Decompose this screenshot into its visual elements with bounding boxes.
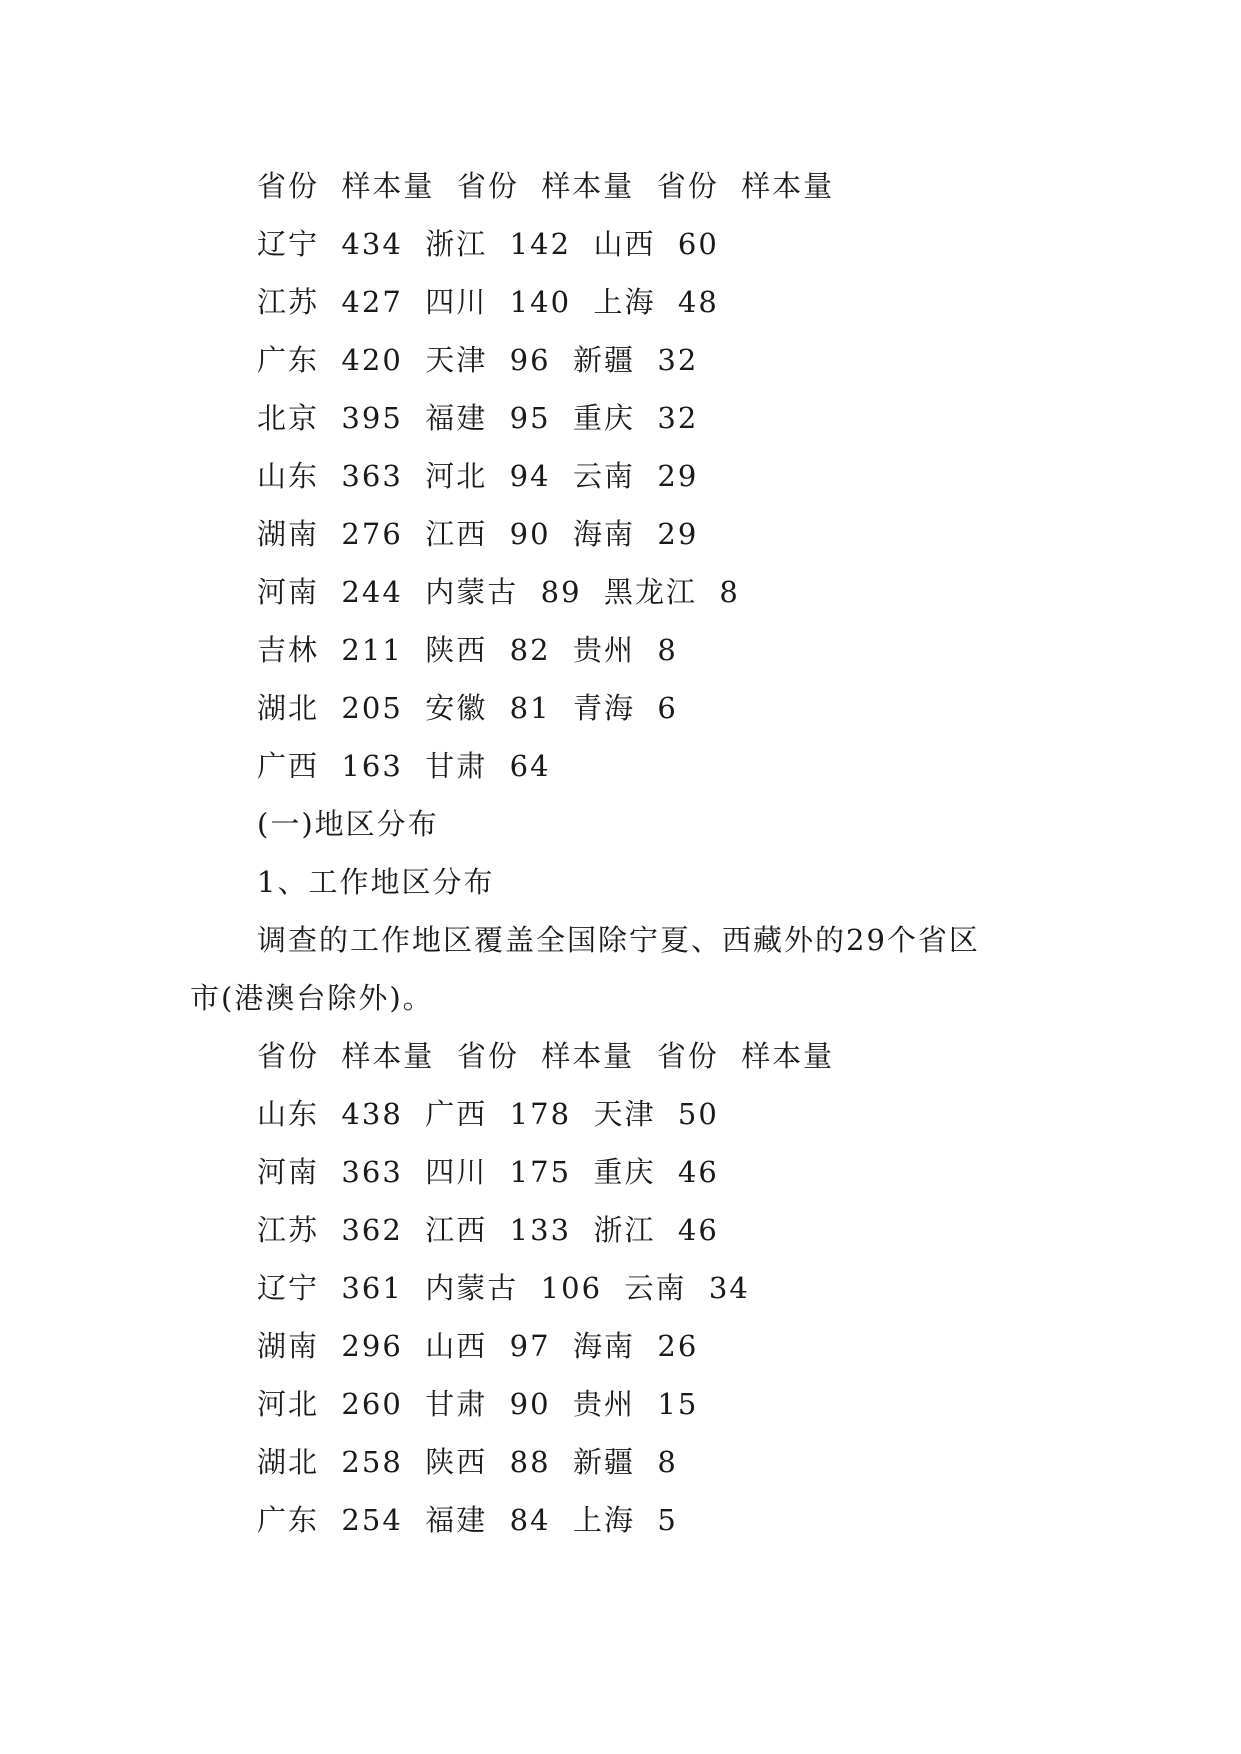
table1-row: 山东 363 河北 94 云南 29 [257,459,699,493]
table2-row: 辽宁 361 内蒙古 106 云南 34 [257,1271,750,1305]
table2-row: 山东 438 广西 178 天津 50 [257,1097,719,1131]
paragraph-line: 调查的工作地区覆盖全国除宁夏、西藏外的29个省区 [257,923,980,957]
table1-row: 湖南 276 江西 90 海南 29 [257,517,699,551]
table1-row: 辽宁 434 浙江 142 山西 60 [257,227,719,261]
table1-row: 吉林 211 陕西 82 贵州 8 [257,633,678,667]
table1-header: 省份 样本量 省份 样本量 省份 样本量 [257,169,835,203]
table1-row: 河南 244 内蒙古 89 黑龙江 8 [257,575,740,609]
table1-row: 北京 395 福建 95 重庆 32 [257,401,699,435]
paragraph-line: 市(港澳台除外)。 [190,981,434,1015]
subsection-heading: 1、工作地区分布 [257,865,495,899]
table1-row: 广东 420 天津 96 新疆 32 [257,343,699,377]
table1-row: 江苏 427 四川 140 上海 48 [257,285,719,319]
table1-row: 湖北 205 安徽 81 青海 6 [257,691,678,725]
table2-header: 省份 样本量 省份 样本量 省份 样本量 [257,1039,835,1073]
table2-row: 河北 260 甘肃 90 贵州 15 [257,1387,699,1421]
section-heading: (一)地区分布 [257,807,439,841]
table2-row: 湖南 296 山西 97 海南 26 [257,1329,699,1363]
table2-row: 河南 363 四川 175 重庆 46 [257,1155,719,1189]
table1-row: 广西 163 甘肃 64 [257,749,551,783]
table2-row: 江苏 362 江西 133 浙江 46 [257,1213,719,1247]
table2-row: 广东 254 福建 84 上海 5 [257,1503,678,1537]
table2-row: 湖北 258 陕西 88 新疆 8 [257,1445,678,1479]
